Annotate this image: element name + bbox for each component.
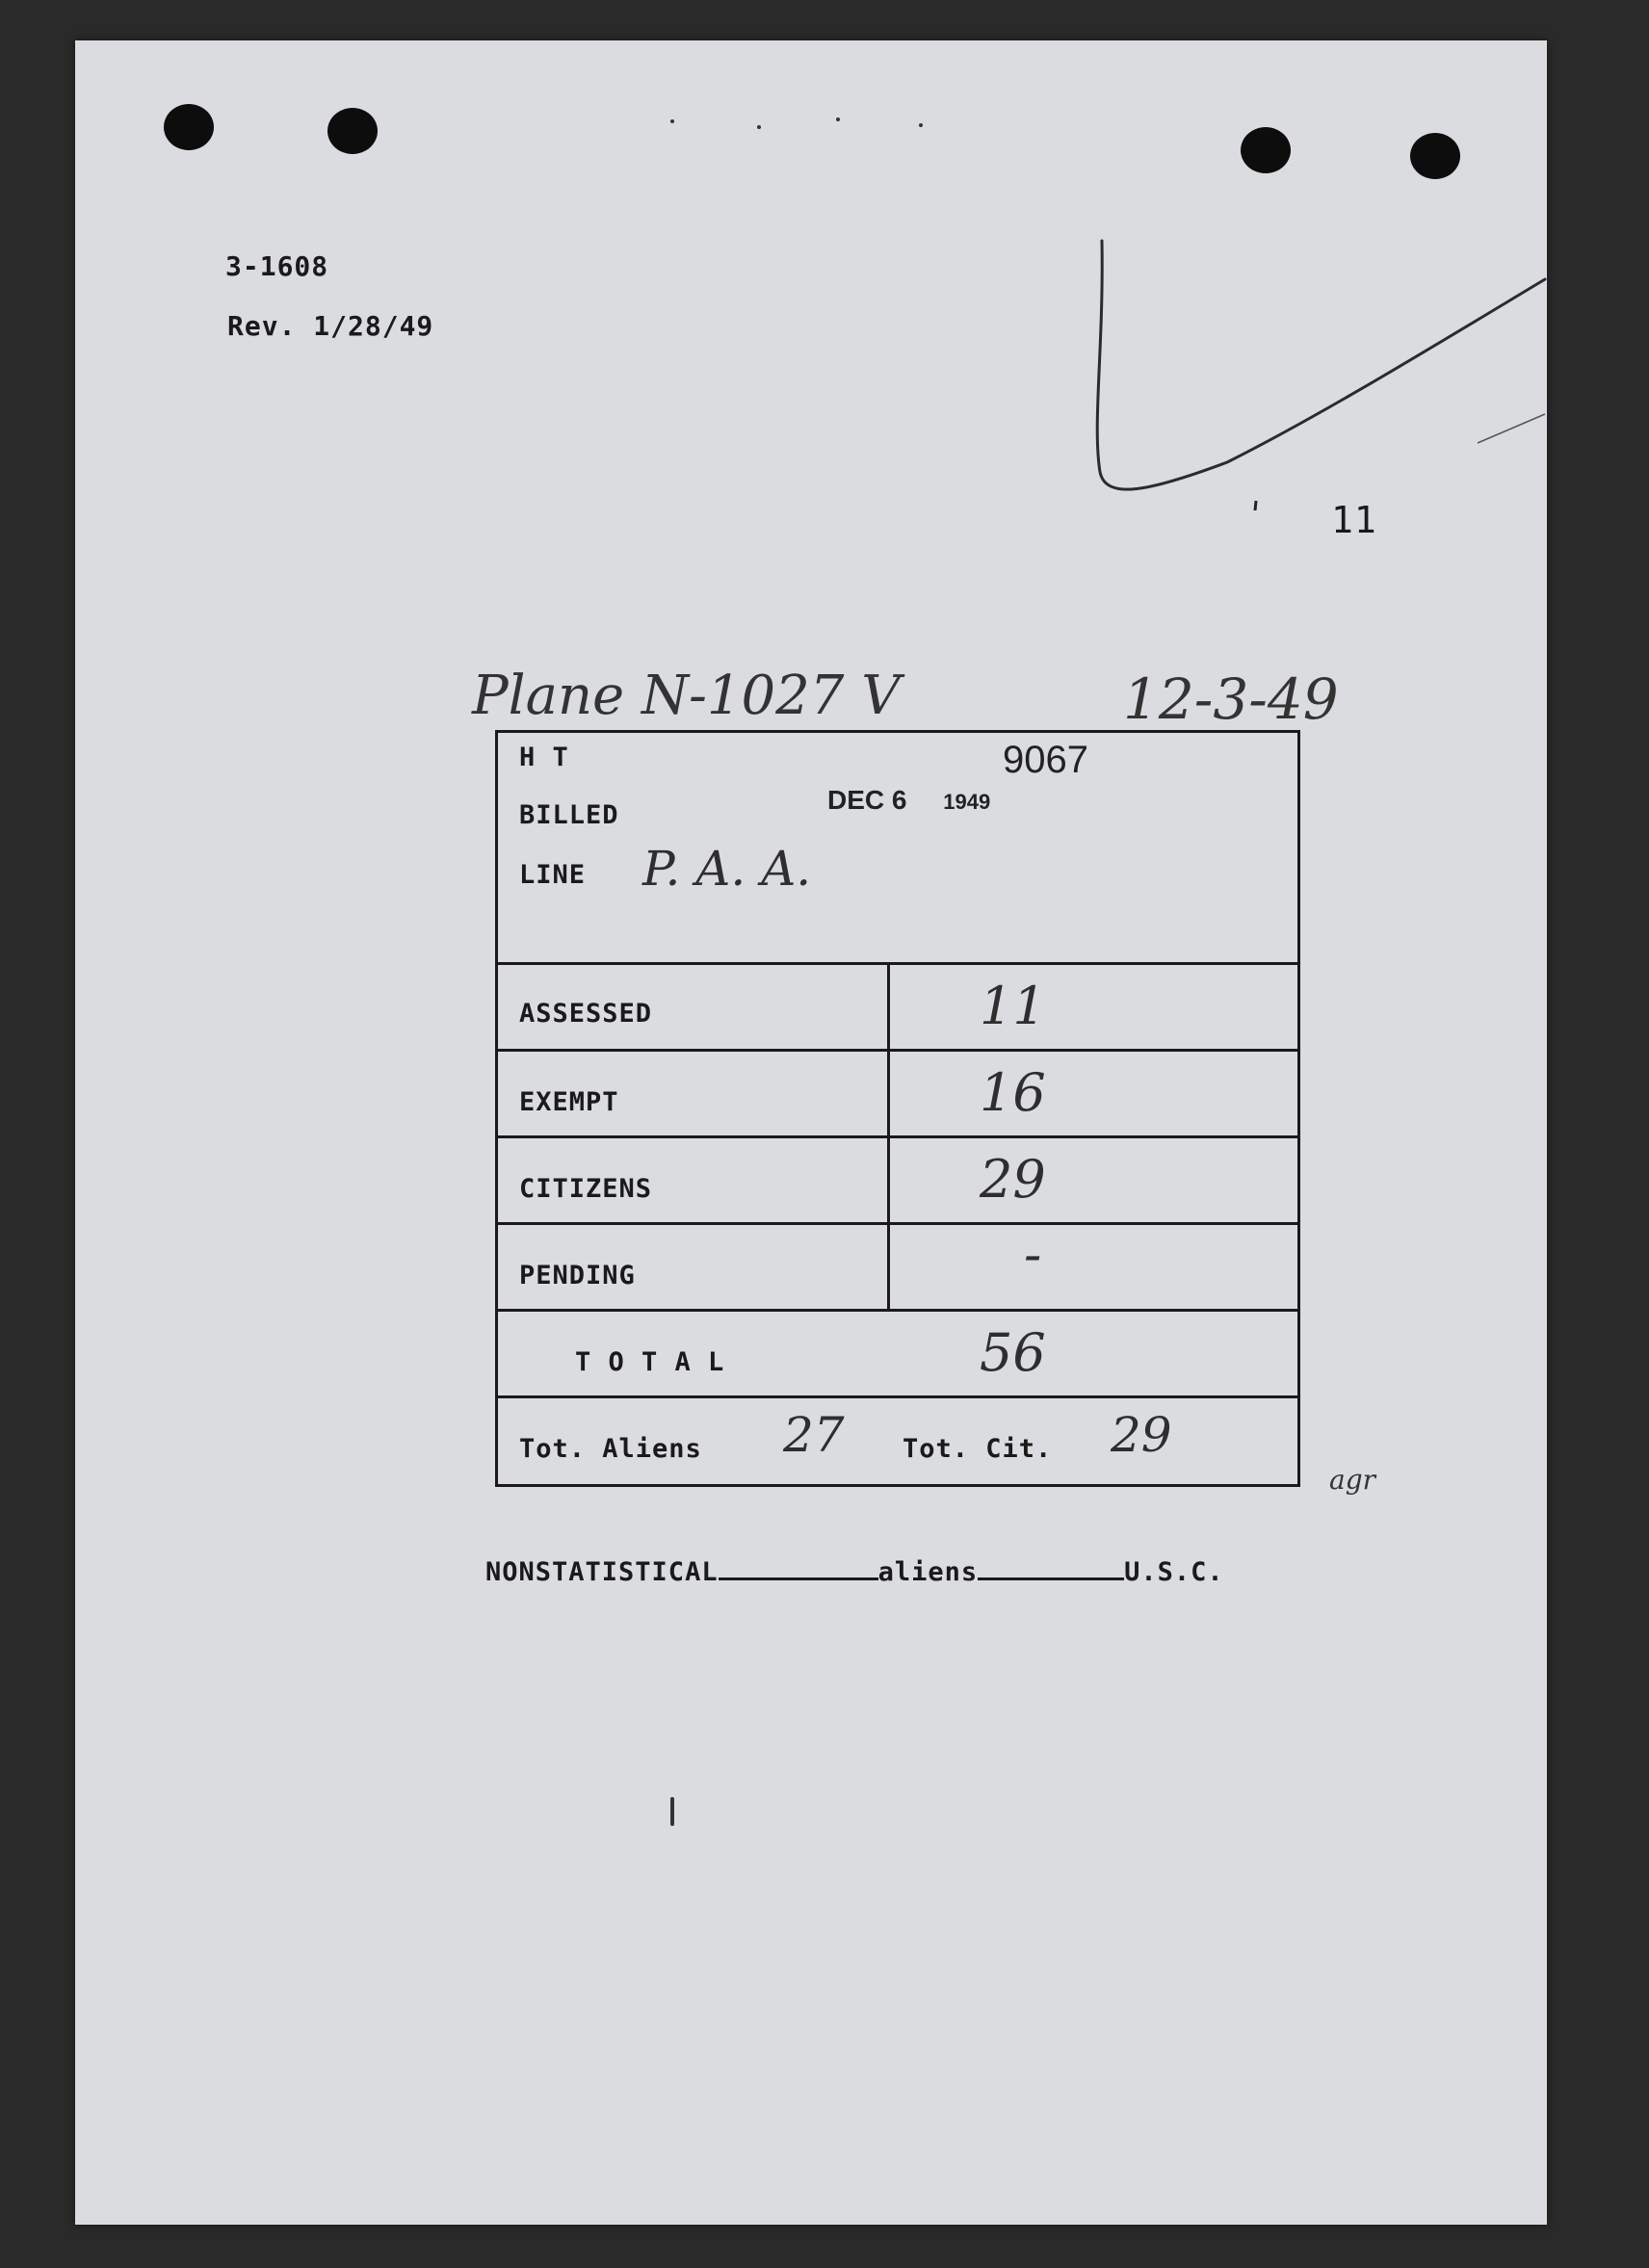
speck-mark [757,125,761,129]
line-label: LINE [519,860,587,890]
assessed-label: ASSESSED [519,999,653,1029]
row-separator [498,962,1297,965]
billed-label: BILLED [519,800,619,830]
tot-aliens-value: 27 [783,1407,845,1463]
row-separator [498,1395,1297,1398]
form-number: 3-1608 [225,250,329,282]
check-mark-icon [1083,231,1555,510]
initials: agr [1329,1464,1376,1496]
exempt-label: EXEMPT [519,1087,619,1117]
billed-stamp-year: 1949 [943,790,991,814]
page-number: 11 [1331,499,1377,541]
row-separator [498,1222,1297,1225]
nonstatistical-aliens-blank [719,1556,878,1580]
punch-hole-icon [164,104,214,150]
header-date: 12-3-49 [1123,666,1339,732]
form-box [495,730,1300,1487]
tot-cit-label: Tot. Cit. [903,1434,1053,1464]
citizens-value: 29 [980,1149,1046,1210]
punch-hole-icon [327,108,378,154]
nonstatistical-line [485,1556,1224,1587]
nonstatistical-usc-blank [978,1556,1124,1580]
speck-mark [836,117,840,121]
billed-date-stamp [827,785,990,816]
total-value: 56 [980,1322,1046,1383]
aliens-label: aliens [877,1557,979,1587]
row-separator [498,1309,1297,1312]
row-separator [498,1049,1297,1052]
line-value: P. A. A. [642,841,812,897]
speck-mark [670,1797,674,1826]
usc-label: U.S.C. [1124,1557,1224,1587]
tot-aliens-label: Tot. Aliens [519,1434,702,1464]
assessed-value: 11 [980,976,1046,1036]
form-revision: Rev. 1/28/49 [227,310,434,342]
total-label: T O T A L [575,1347,725,1377]
nonstatistical-label: NONSTATISTICAL [485,1557,719,1587]
citizens-label: CITIZENS [519,1174,653,1204]
punch-hole-icon [1410,133,1460,179]
column-divider [887,962,890,1309]
pending-value: - [1024,1224,1042,1285]
row-separator [498,1135,1297,1138]
plane-identifier: Plane N-1027 V [472,665,901,727]
ht-number-stamp: 9067 [1003,739,1088,781]
tot-cit-value: 29 [1111,1407,1172,1463]
punch-hole-icon [1241,127,1291,173]
pending-label: PENDING [519,1261,636,1290]
ht-label: H T [519,743,569,772]
speck-mark [670,119,674,123]
exempt-value: 16 [980,1062,1046,1123]
speck-mark [919,123,923,127]
billed-stamp-month-day: DEC 6 [827,785,907,815]
